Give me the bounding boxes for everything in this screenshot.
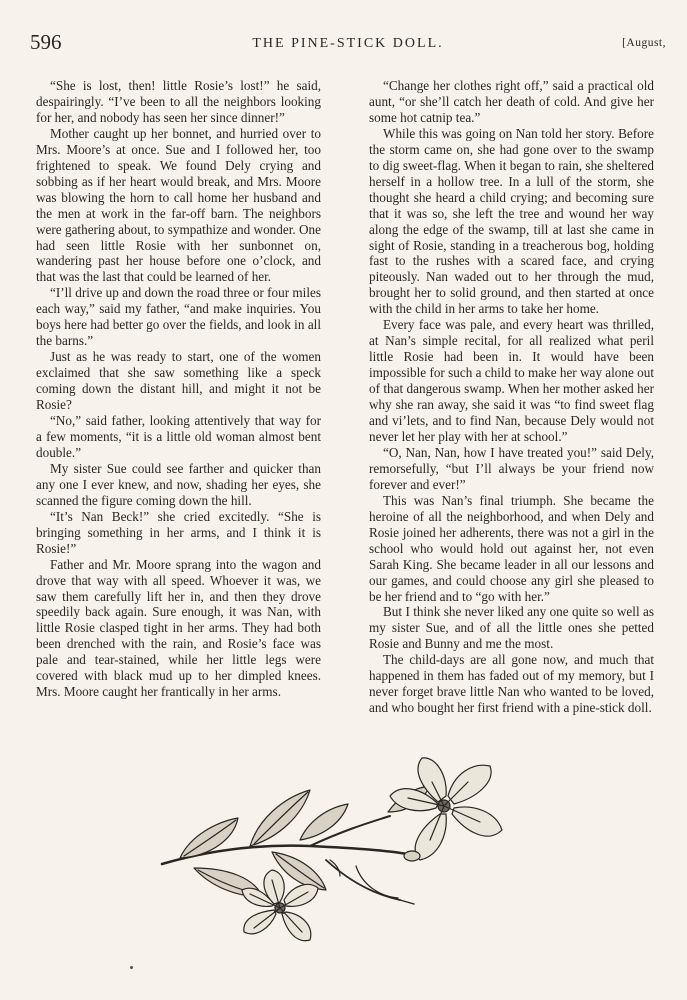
- paragraph: Every face was pale, and every heart was thrilled, at Nan’s simple recital, for all realized what peril little Rosie had been in. It would have been impossible for such a child to make her way alone out of that dangerous swamp. When her mother asked her why she ran away, she said it was “to find sweet flag and vi’lets, and to find Nan, because Dely would not never let her play with her at school.”: [369, 317, 654, 444]
- paragraph: “I’ll drive up and down the road three or four miles each way,” said my father, “and make inquiries. You boys here had better go over the fields, and look in all the barns.”: [36, 285, 321, 349]
- paragraph: Father and Mr. Moore sprang into the wagon and drove that way with all speed. Whoever it was, we saw them carefully lift her in, and then they drove speedily back again. Sure enough, it was Nan, with little Rosie clasped tight in her arms. They had both been drenched with the rain, and Rosie’s face was pale and tear-stained, while her little legs were covered with black mud up to her dimpled knees. Mrs. Moore caught her frantically in her arms.: [36, 556, 321, 700]
- page-header: [30, 30, 666, 60]
- paragraph: The child-days are all gone now, and much that happened in them has faded out of my memory, but I never forget brave little Nan who wanted to be loved, and who bought her first friend with a pine-stick doll.: [369, 652, 654, 716]
- page-number: 596: [30, 30, 62, 54]
- flower-branch-illustration: [150, 752, 520, 952]
- paragraph: “O, Nan, Nan, how I have treated you!” said Dely, remorsefully, “but I’ll always be your friend now forever and ever!”: [369, 444, 654, 492]
- paragraph: Just as he was ready to start, one of the women exclaimed that she saw something like a speck coming down the distant hill, and might it not be Rosie?: [36, 349, 321, 413]
- ink-speck: [130, 966, 133, 969]
- paragraph: But I think she never liked any one quite so well as my sister Sue, and of all the little ones she petted Rosie and Bunny and me the most.: [369, 604, 654, 652]
- paragraph: “She is lost, then! little Rosie’s lost!” he said, despairingly. “I’ve been to all the neighbors looking for her, and nobody has seen her since dinner!”: [36, 78, 321, 125]
- left-column: [36, 78, 321, 700]
- paragraph: This was Nan’s final triumph. She became the heroine of all the neighborhood, and when Dely and Rosie joined her adherents, there was not a girl in the school who would hold out against her, not even Sarah King. She became leader in all our lessons and our games, and could choose any girl she pleased to be her friend and to “go with her.”: [369, 492, 654, 604]
- running-title: THE PINE-STICK DOLL.: [252, 36, 444, 51]
- paragraph: “Change her clothes right off,” said a practical old aunt, “or she’ll catch her death of cold. And give her some hot catnip tea.”: [369, 78, 654, 125]
- paragraph: While this was going on Nan told her story. Before the storm came on, she had gone over to the swamp to dig sweet-flag. When it began to rain, she sheltered herself in a hollow tree. In a lull of the storm, she thought she heard a child crying; and becoming sure that it was so, she left the tree and wound her way along the edge of the swamp, till at last she came in sight of Rosie, standing in a treacherous bog, holding fast to the rushes with a scared face, and crying piteously. Nan waded out to her through the mud, brought her to solid ground, and then started at once with the child in her arms to take her home.: [369, 125, 654, 317]
- paragraph: “No,” said father, looking attentively that way for a few moments, “it is a little old woman almost bent double.”: [36, 413, 321, 460]
- paragraph: My sister Sue could see farther and quicker than any one I ever knew, and now, shading her eyes, she scanned the figure coming down the hill.: [36, 460, 321, 508]
- month-label: [August,: [622, 37, 666, 49]
- paragraph: Mother caught up her bonnet, and hurried over to Mrs. Moore’s at once. Sue and I followed her, too frightened to speak. We found Dely crying and sobbing as if her heart would break, and Mrs. Moore was blowing the horn to call home her husband and the men at work in the far-off barn. The neighbors were gathering about, to sympathize and wonder. One had seen little Rosie with her sunbonnet on, wandering past her house before one o’clock, and that was the last that could be learned of her.: [36, 125, 321, 285]
- right-column: [369, 78, 654, 716]
- paragraph: “It’s Nan Beck!” she cried excitedly. “She is bringing something in her arms, and I think it is Rosie!”: [36, 508, 321, 556]
